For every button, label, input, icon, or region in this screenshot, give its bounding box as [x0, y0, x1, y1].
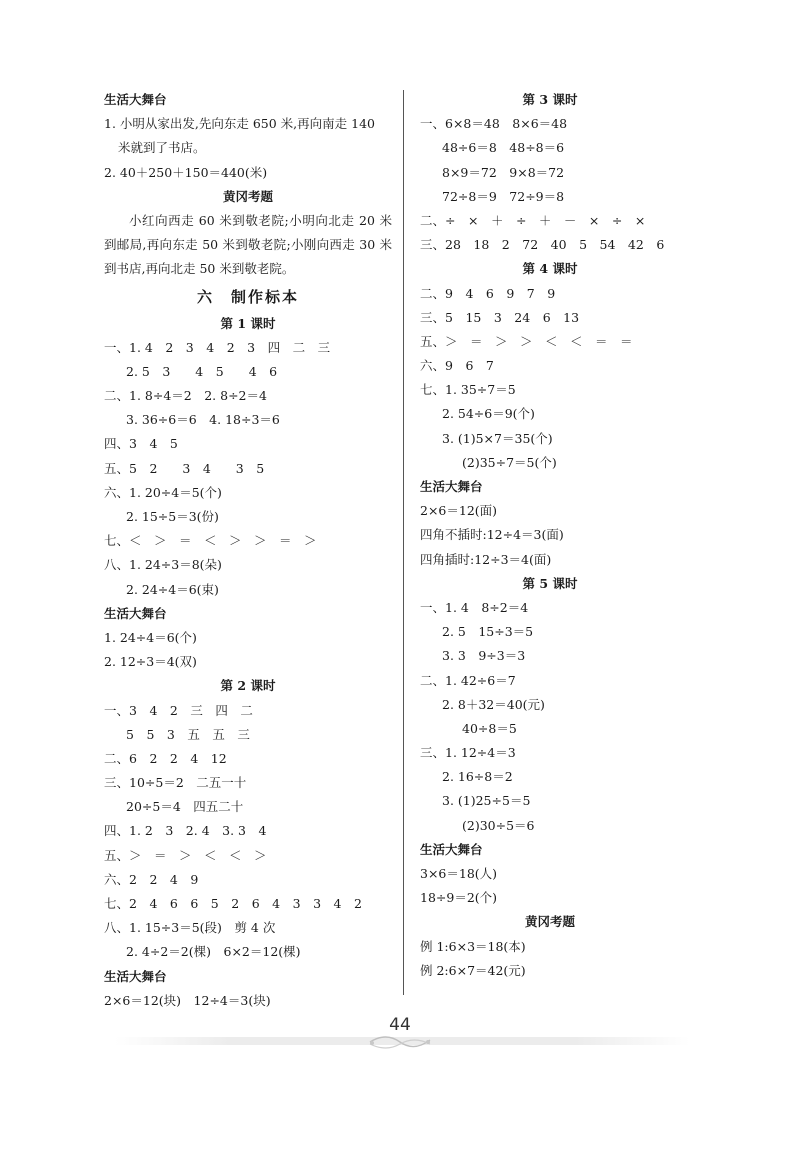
answer-line: 72÷8＝9 72÷9＝8	[442, 188, 565, 204]
answer-line: 六、2 2 4 9	[104, 871, 199, 887]
answer-paragraph: 小红向西走 60 米到敬老院;小明向北走 20 米到邮局,再向东走 50 米到敬老院;小刚向西走 30 米到书店,再向北走 50 米到敬老院。	[104, 212, 392, 277]
answer-line: 40÷8＝5	[462, 720, 517, 736]
answer-line: 8×9＝72 9×8＝72	[442, 164, 565, 180]
answer-line: 三、1. 12÷4＝3	[420, 745, 516, 761]
answer-line: 一、1. 4 8÷2＝4	[420, 599, 529, 615]
answer-line: 五、＞ ＝ ＞ ＜ ＜ ＞	[104, 847, 267, 863]
section-heading: 生活大舞台	[420, 841, 483, 857]
answer-line: 一、6×8＝48 8×6＝48	[420, 116, 568, 132]
answer-line: 七、2 4 6 6 5 2 6 4 3 3 4 2	[104, 896, 362, 912]
answer-line: 二、6 2 2 4 12	[104, 750, 227, 766]
lesson-heading: 第 3 课时	[522, 92, 578, 107]
answer-line: 2. 5 15÷3＝5	[442, 624, 534, 640]
right-column	[420, 88, 680, 983]
answer-line: 48÷6＝8 48÷8＝6	[442, 140, 565, 156]
answer-line: 四角不插时:12÷4＝3(面)	[420, 527, 564, 543]
answer-line: 2. 24÷4＝6(束)	[126, 581, 219, 597]
answer-line: 2. 4÷2＝2(棵) 6×2＝12(棵)	[126, 944, 301, 960]
lesson-heading: 第 1 课时	[220, 315, 276, 331]
lesson-heading: 第 2 课时	[220, 678, 276, 694]
answer-line: 例 2:6×7＝42(元)	[420, 962, 526, 978]
answer-line: 例 1:6×3＝18(本)	[420, 938, 526, 954]
answer-line: 二、÷ × ＋ ÷ ＋ － × ÷ ×	[420, 212, 646, 228]
section-heading: 生活大舞台	[420, 479, 483, 494]
answer-line: 六、1. 20÷4＝5(个)	[104, 484, 222, 500]
answer-line: (2)30÷5＝6	[462, 817, 535, 833]
left-column	[104, 88, 392, 1013]
answer-line: 米就到了书店。	[118, 140, 206, 156]
section-heading: 黄冈考题	[524, 914, 575, 930]
answer-line: 二、1. 8÷4＝2 2. 8÷2＝4	[104, 388, 267, 404]
page-number: 44	[389, 1015, 411, 1035]
lesson-heading: 第 5 课时	[522, 575, 578, 591]
answer-line: 3. 3 9÷3＝3	[442, 648, 526, 664]
answer-line: 三、5 15 3 24 6 13	[420, 309, 580, 325]
answer-line: 七、1. 35÷7＝5	[420, 382, 516, 398]
answer-line: 1. 小明从家出发,先向东走 650 米,再向南走 140	[104, 116, 375, 132]
column-divider	[403, 90, 404, 995]
answer-line: 2. 15÷5＝3(份)	[126, 509, 219, 525]
section-heading: 黄冈考题	[222, 188, 273, 204]
answer-line: 3. (1)5×7＝35(个)	[442, 430, 553, 446]
answer-line: 2×6＝12(面)	[420, 503, 498, 519]
answer-line: 一、1. 4 2 3 4 2 3 四 二 三	[104, 339, 331, 355]
section-heading: 生活大舞台	[104, 92, 167, 107]
answer-line: (2)35÷7＝5(个)	[462, 454, 557, 470]
answer-line: 2. 5 3 4 5 4 6	[126, 363, 278, 379]
answer-line: 3. (1)25÷5＝5	[442, 793, 531, 809]
answer-line: 四、3 4 5	[104, 436, 178, 452]
answer-line: 2. 54÷6＝9(个)	[442, 406, 535, 422]
answer-line: 2. 16÷8＝2	[442, 769, 513, 785]
answer-line: 1. 24÷4＝6(个)	[104, 629, 197, 645]
answer-line: 四角插时:12÷3＝4(面)	[420, 551, 552, 567]
answer-line: 3×6＝18(人)	[420, 866, 498, 881]
answer-line: 5 5 3 五 五 三	[126, 726, 250, 742]
answer-line: 二、1. 42÷6＝7	[420, 672, 516, 688]
answer-line: 20÷5＝4 四五二十	[126, 799, 244, 815]
answer-line: 2. 40＋250＋150＝440(米)	[104, 164, 268, 180]
answer-line: 2×6＝12(块) 12÷4＝3(块)	[104, 992, 271, 1008]
answer-line: 八、1. 15÷3＝5(段) 剪 4 次	[104, 920, 276, 936]
answer-line: 2. 12÷3＝4(双)	[104, 654, 197, 670]
answer-line: 三、10÷5＝2 二五一十	[104, 775, 247, 791]
lesson-heading: 第 4 课时	[522, 261, 578, 277]
answer-line: 八、1. 24÷3＝8(朵)	[104, 557, 222, 573]
answer-line: 18÷9＝2(个)	[420, 890, 498, 906]
answer-line: 3. 36÷6＝6 4. 18÷3＝6	[126, 412, 280, 428]
answer-line: 2. 8＋32＝40(元)	[442, 696, 545, 712]
answer-line: 一、3 4 2 三 四 二	[104, 702, 253, 718]
answer-line: 五、5 2 3 4 3 5	[104, 460, 265, 476]
chapter-title: 六 制作标本	[196, 287, 299, 306]
answer-line: 四、1. 2 3 2. 4 3. 3 4	[104, 823, 267, 839]
section-heading: 生活大舞台	[104, 968, 167, 984]
answer-line: 六、9 6 7	[420, 358, 494, 374]
answer-line: 二、9 4 6 9 7 9	[420, 285, 556, 301]
answer-line: 三、28 18 2 72 40 5 54 42 6	[420, 237, 665, 253]
section-heading: 生活大舞台	[104, 605, 167, 621]
answer-line: 五、＞ ＝ ＞ ＞ ＜ ＜ ＝ ＝	[420, 333, 633, 349]
answer-line: 七、＜ ＞ ＝ ＜ ＞ ＞ ＝ ＞	[104, 533, 317, 549]
